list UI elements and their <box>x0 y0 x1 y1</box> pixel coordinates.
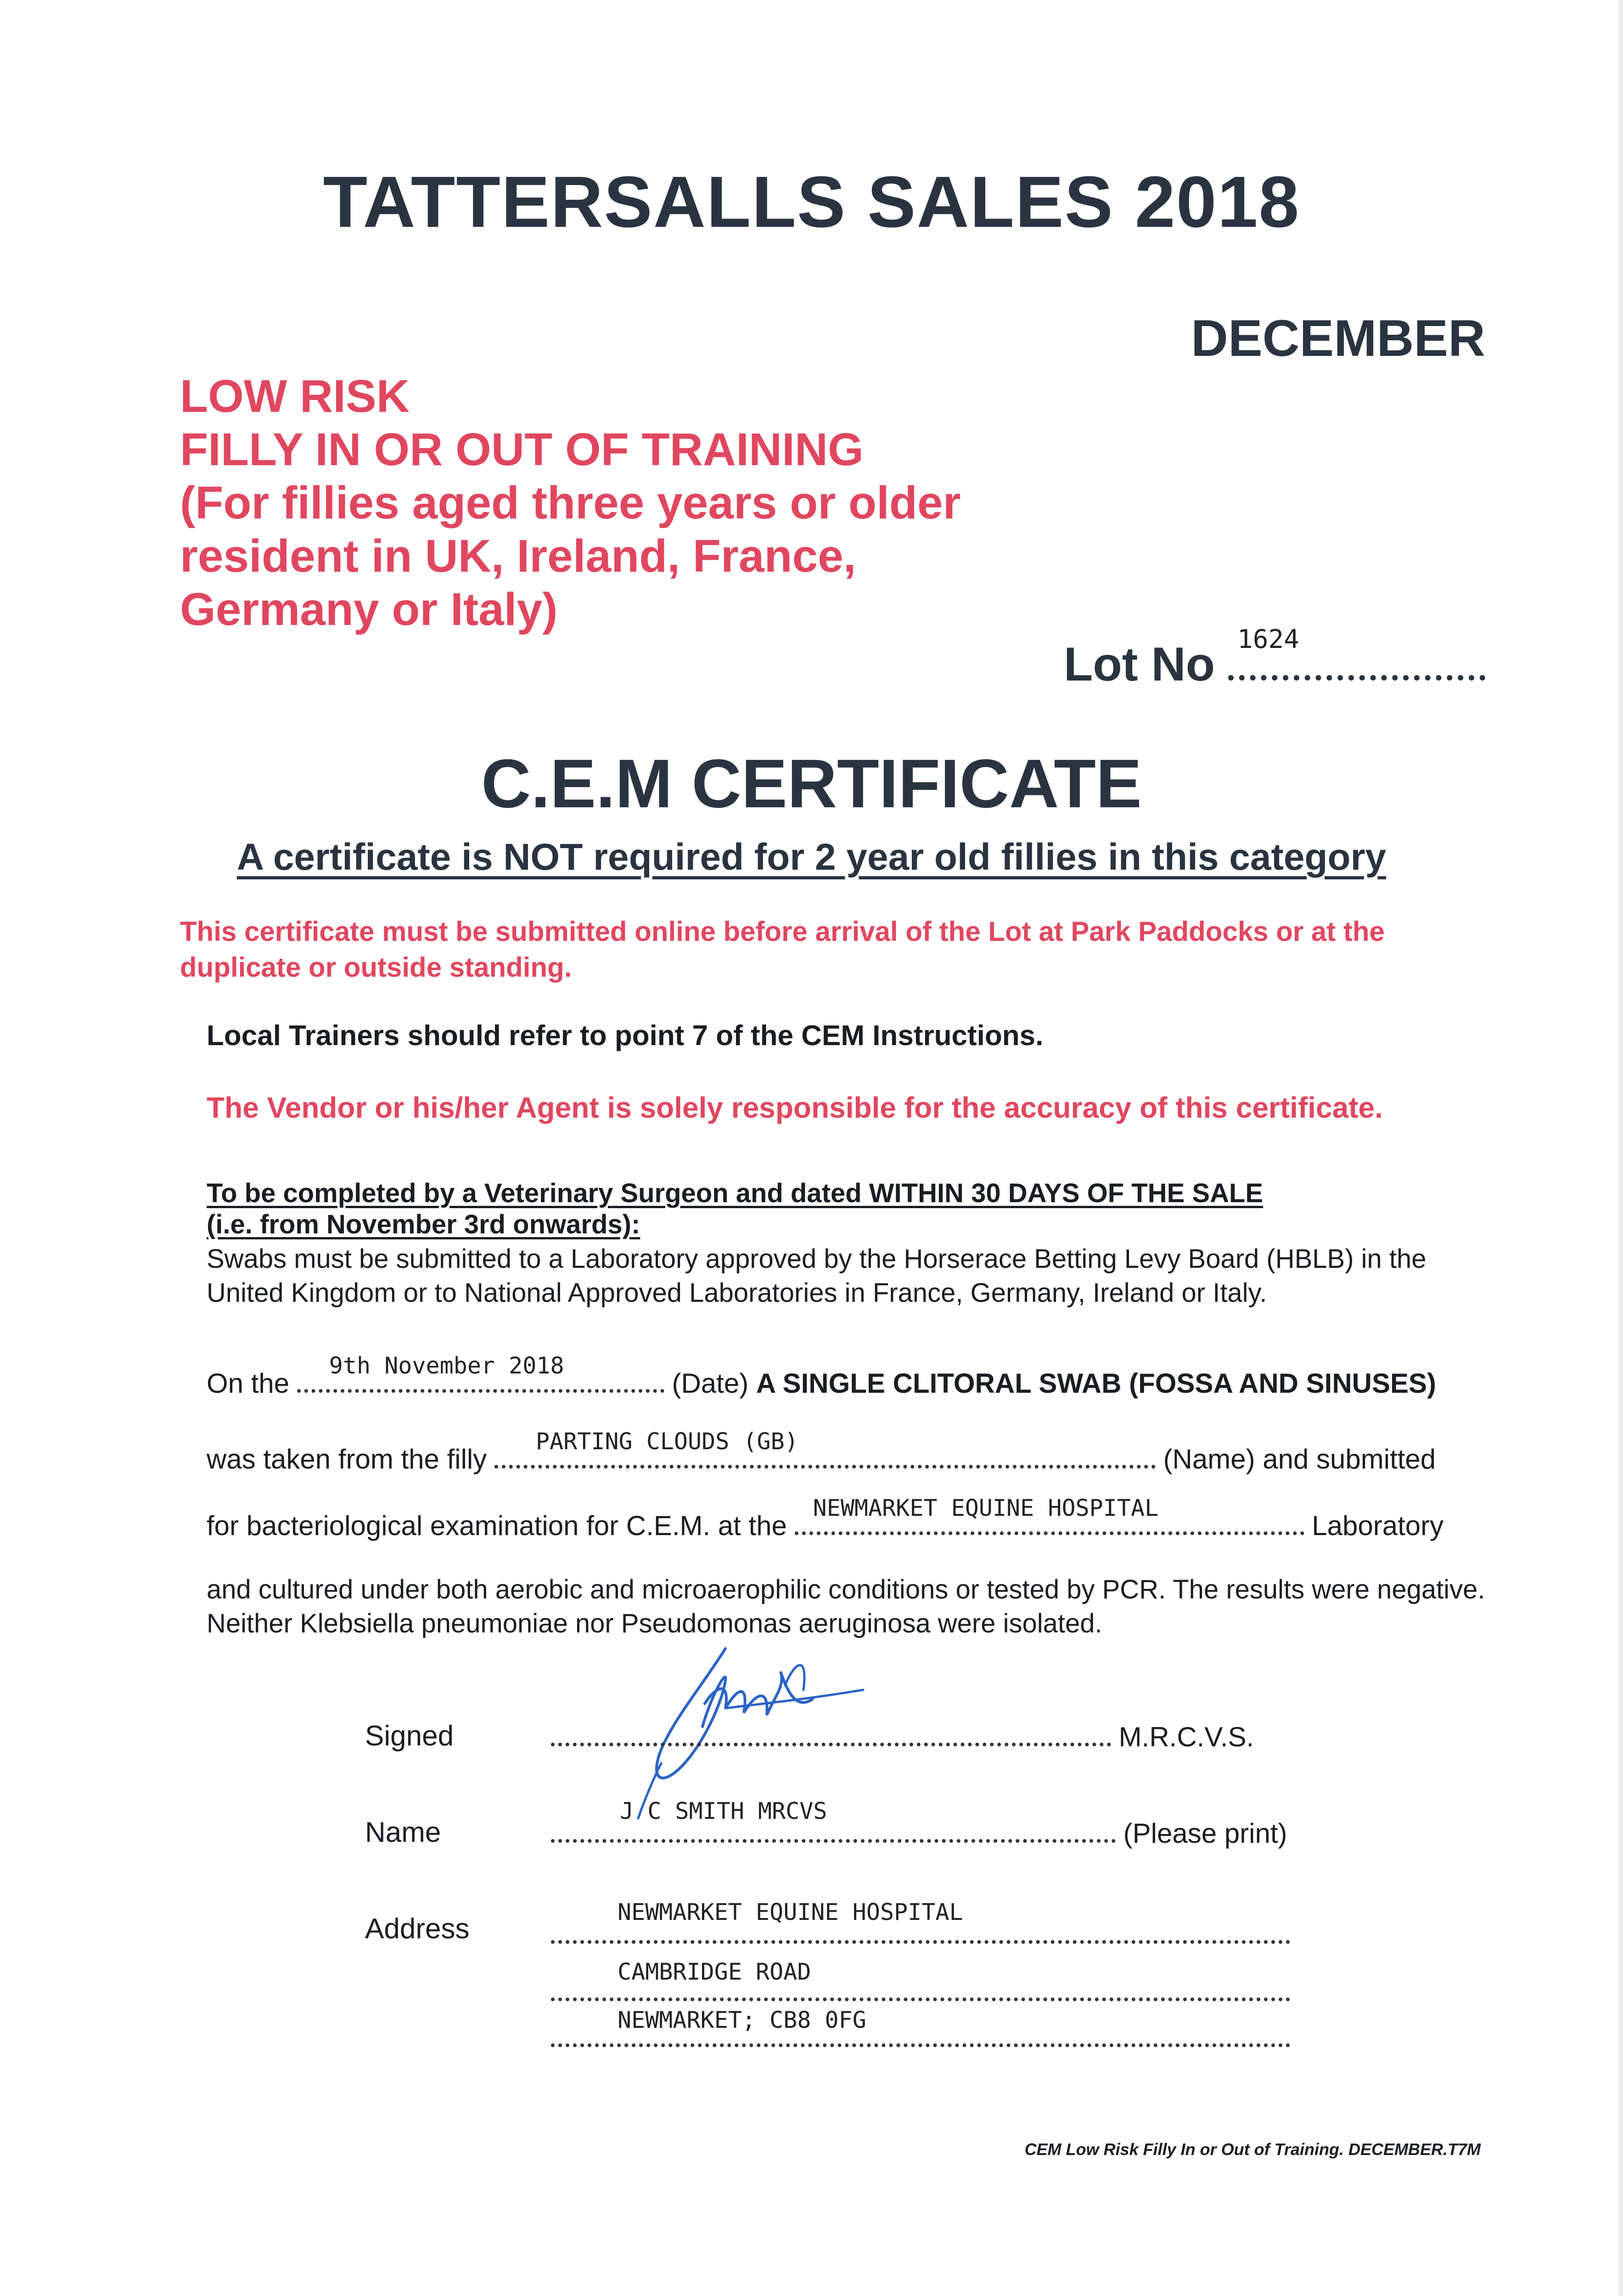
vet-section-heading <box>207 1178 1263 1240</box>
on-the-label: On the <box>207 1368 290 1399</box>
results-statement: and cultured under both aerobic and microaerophilic conditions or tested by PCR. The results were negative. Neither Klebsiella pneumoniae nor Pseudomonas aeruginosa were isolated. <box>207 1575 1485 1638</box>
swabs-instructions: Swabs must be submitted to a Laboratory approved by the Horserace Betting Levy Board (HBLB) in the United Kingdom or to National Approved Laboratories in France, Germany, Ireland or Italy. <box>207 1244 1426 1308</box>
laboratory-value: NEWMARKET EQUINE HOSPITAL <box>813 1495 1159 1521</box>
lot-number-field <box>1063 625 1485 692</box>
laboratory-field[interactable] <box>795 1495 1304 1535</box>
lot-label: Lot No <box>1063 638 1215 691</box>
category-line: Germany or Italy) <box>180 584 558 635</box>
signed-suffix: M.R.C.V.S. <box>1118 1722 1254 1752</box>
laboratory-suffix: Laboratory <box>1312 1510 1444 1541</box>
lot-number-value: 1624 <box>1237 625 1299 654</box>
vet-name-field[interactable] <box>551 1798 1116 1843</box>
date-row <box>207 1352 1437 1399</box>
signed-row <box>551 1720 1254 1753</box>
date-suffix: (Date) <box>672 1368 749 1399</box>
name-label: Name <box>365 1817 441 1848</box>
page-edge <box>1618 0 1623 2296</box>
lot-number-blank[interactable] <box>1228 625 1485 681</box>
category-line: (For fillies aged three years or older <box>180 477 961 529</box>
address-line-3: NEWMARKET; CB8 0FG <box>618 2007 866 2033</box>
vet-name-value: J C SMITH MRCVS <box>620 1798 827 1824</box>
footer-form-code: CEM Low Risk Filly In or Out of Training. DECEMBER.T7M <box>1024 2140 1481 2159</box>
name-print-suffix: (Please print) <box>1123 1818 1287 1849</box>
address-line-2: CAMBRIDGE ROAD <box>618 1958 811 1985</box>
address-field-3[interactable] <box>551 2039 1290 2047</box>
local-trainers-note: Local Trainers should refer to point 7 of the CEM Instructions. <box>207 1020 1044 1052</box>
vendor-responsibility-note: The Vendor or his/her Agent is solely responsible for the accuracy of this certificate. <box>207 1091 1383 1124</box>
filly-name-field[interactable] <box>494 1428 1156 1469</box>
date-field[interactable] <box>297 1352 664 1393</box>
not-required-notice: A certificate is NOT required for 2 year old fillies in this category <box>236 836 1387 878</box>
sales-title: TATTERSALLS SALES 2018 <box>323 162 1300 242</box>
address-label: Address <box>365 1913 470 1945</box>
sale-month: DECEMBER <box>1191 310 1485 367</box>
certificate-title: C.E.M CERTIFICATE <box>481 745 1142 822</box>
filly-name-value: PARTING CLOUDS (GB) <box>535 1428 798 1455</box>
vet-heading-line: (i.e. from November 3rd onwards): <box>207 1210 640 1239</box>
taken-from-label: was taken from the filly <box>207 1444 487 1474</box>
address-line-1: NEWMARKET EQUINE HOSPITAL <box>618 1899 963 1925</box>
address-field-1[interactable] <box>551 1936 1290 1944</box>
date-value: 9th November 2018 <box>329 1352 564 1379</box>
category-block <box>180 370 961 636</box>
category-line: FILLY IN OR OUT OF TRAINING <box>180 424 864 475</box>
category-line: resident in UK, Ireland, France, <box>180 530 856 582</box>
for-exam-label: for bacteriological examination for C.E.M. at the <box>207 1510 787 1541</box>
signed-label: Signed <box>365 1720 454 1752</box>
name-suffix: (Name) and submitted <box>1163 1444 1436 1474</box>
vet-heading-line: To be completed by a Veterinary Surgeon and dated WITHIN 30 DAYS OF THE SALE <box>207 1178 1264 1208</box>
online-submission-notice: This certificate must be submitted online before arrival of the Lot at Park Paddocks or at the duplicate or outside standing. <box>180 916 1385 983</box>
filly-row <box>207 1428 1436 1475</box>
signature-field[interactable] <box>551 1720 1111 1746</box>
name-row <box>551 1798 1287 1849</box>
address-field-2[interactable] <box>551 1993 1290 2001</box>
category-line: LOW RISK <box>180 371 410 422</box>
laboratory-row <box>207 1495 1444 1542</box>
swab-description: A SINGLE CLITORAL SWAB (FOSSA AND SINUSES) <box>756 1368 1437 1399</box>
